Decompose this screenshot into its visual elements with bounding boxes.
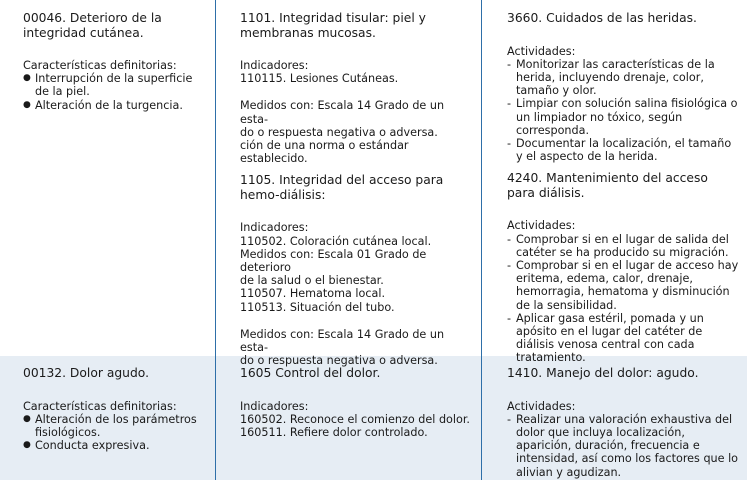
- list-item: - Realizar una valoración exhaustiva del dolor que incluya localización, aparición, duración, frecuencia e intensidad, así como los factores que lo alivian y agudizan.: [507, 413, 739, 479]
- outcomes-cell: [216, 11, 481, 367]
- outcome-indicators: [240, 221, 475, 313]
- outcome-indicators: [240, 400, 475, 440]
- diagnosis-subtitle: Características definitorias:: [23, 59, 177, 72]
- text-line: Indicadores:: [240, 59, 309, 72]
- text-line: 110115. Lesiones Cutáneas.: [240, 72, 399, 86]
- list-item: - Aplicar gasa estéril, pomada y un apósito en el lugar del catéter de diálisis venosa central con cada tratamiento.: [507, 312, 739, 365]
- text-line: 110513. Situación del tubo.: [240, 300, 395, 314]
- interventions-cell: [482, 11, 747, 365]
- intervention-title: 1410. Manejo del dolor: agudo.: [507, 366, 699, 380]
- interventions-cell: [482, 366, 747, 479]
- list-item: - Documentar la localización, el tamaño y el aspecto de la herida.: [507, 137, 739, 163]
- list-item: - Monitorizar las características de la herida, incluyendo drenaje, color, tamaño y olor.: [507, 58, 739, 98]
- text-line: Indicadores:: [240, 221, 309, 235]
- intervention-list: [507, 413, 739, 479]
- text-line: do o respuesta negativa o adversa.: [240, 354, 438, 368]
- intervention-list: [507, 58, 739, 164]
- intervention-list: [507, 233, 739, 365]
- outcome-title: 1605 Control del dolor.: [240, 366, 381, 380]
- text-line: 110502. Coloración cutánea local.: [240, 234, 432, 248]
- outcomes-cell: [216, 366, 481, 439]
- outcome-scale: [240, 328, 475, 368]
- text-line: 110507. Hematoma local.: [240, 287, 386, 301]
- text-line: 160511. Refiere dolor controlado.: [240, 425, 428, 439]
- text-line: Indicadores:: [240, 399, 309, 413]
- intervention-subtitle: Actividades:: [507, 399, 576, 413]
- outcome-indicators: [240, 59, 475, 85]
- diagnosis-list: [23, 72, 209, 112]
- outcome-title: 1105. Integridad del acceso para hemo-diálisis:: [240, 173, 444, 202]
- outcome-title: 1101. Integridad tisular: piel y membranas mucosas.: [240, 11, 426, 40]
- list-item: - Comprobar si en el lugar de salida del catéter se ha producido su migración.: [507, 233, 739, 259]
- text-line: Medidos con: Escala 14 Grado de un esta-: [240, 99, 445, 126]
- diagnosis-cell: [0, 366, 215, 452]
- intervention-title: 4240. Mantenimiento del acceso para diálisis.: [507, 171, 708, 200]
- text-line: 160502. Reconoce el comienzo del dolor.: [240, 412, 470, 426]
- text-line: de la salud o el bienestar.: [240, 274, 384, 288]
- list-item: ● Interrupción de la superficie de la piel.: [23, 72, 209, 98]
- intervention-subtitle: Actividades:: [507, 44, 576, 58]
- intervention-title: 3660. Cuidados de las heridas.: [507, 11, 697, 25]
- outcome-scale: [240, 99, 475, 165]
- list-item: ● Conducta expresiva.: [23, 439, 209, 452]
- text-line: Medidos con: Escala 01 Grado de deterioro: [240, 247, 427, 275]
- list-item: ● Alteración de los parámetros fisiológicos.: [23, 413, 209, 439]
- diagnosis-title: 00132. Dolor agudo.: [23, 366, 149, 380]
- list-item: - Comprobar si en el lugar de acceso hay eritema, edema, calor, drenaje, hemorragia, hematoma y disminución de la sensibilidad.: [507, 259, 739, 312]
- text-line: do o respuesta negativa o adversa.: [240, 125, 438, 139]
- list-item: - Limpiar con solución salina fisiológica o un limpiador no tóxico, según corresponda.: [507, 97, 739, 137]
- text-line: Medidos con: Escala 14 Grado de un esta-: [240, 327, 445, 355]
- diagnosis-title: 00046. Deterioro de la integridad cutánea.: [23, 11, 162, 40]
- diagnosis-subtitle: Características definitorias:: [23, 399, 177, 413]
- intervention-subtitle: Actividades:: [507, 219, 576, 233]
- list-item: ● Alteración de la turgencia.: [23, 99, 209, 112]
- diagnosis-list: [23, 413, 209, 453]
- text-line: ción de una norma o estándar establecido.: [240, 139, 409, 166]
- diagnosis-cell: [0, 11, 215, 112]
